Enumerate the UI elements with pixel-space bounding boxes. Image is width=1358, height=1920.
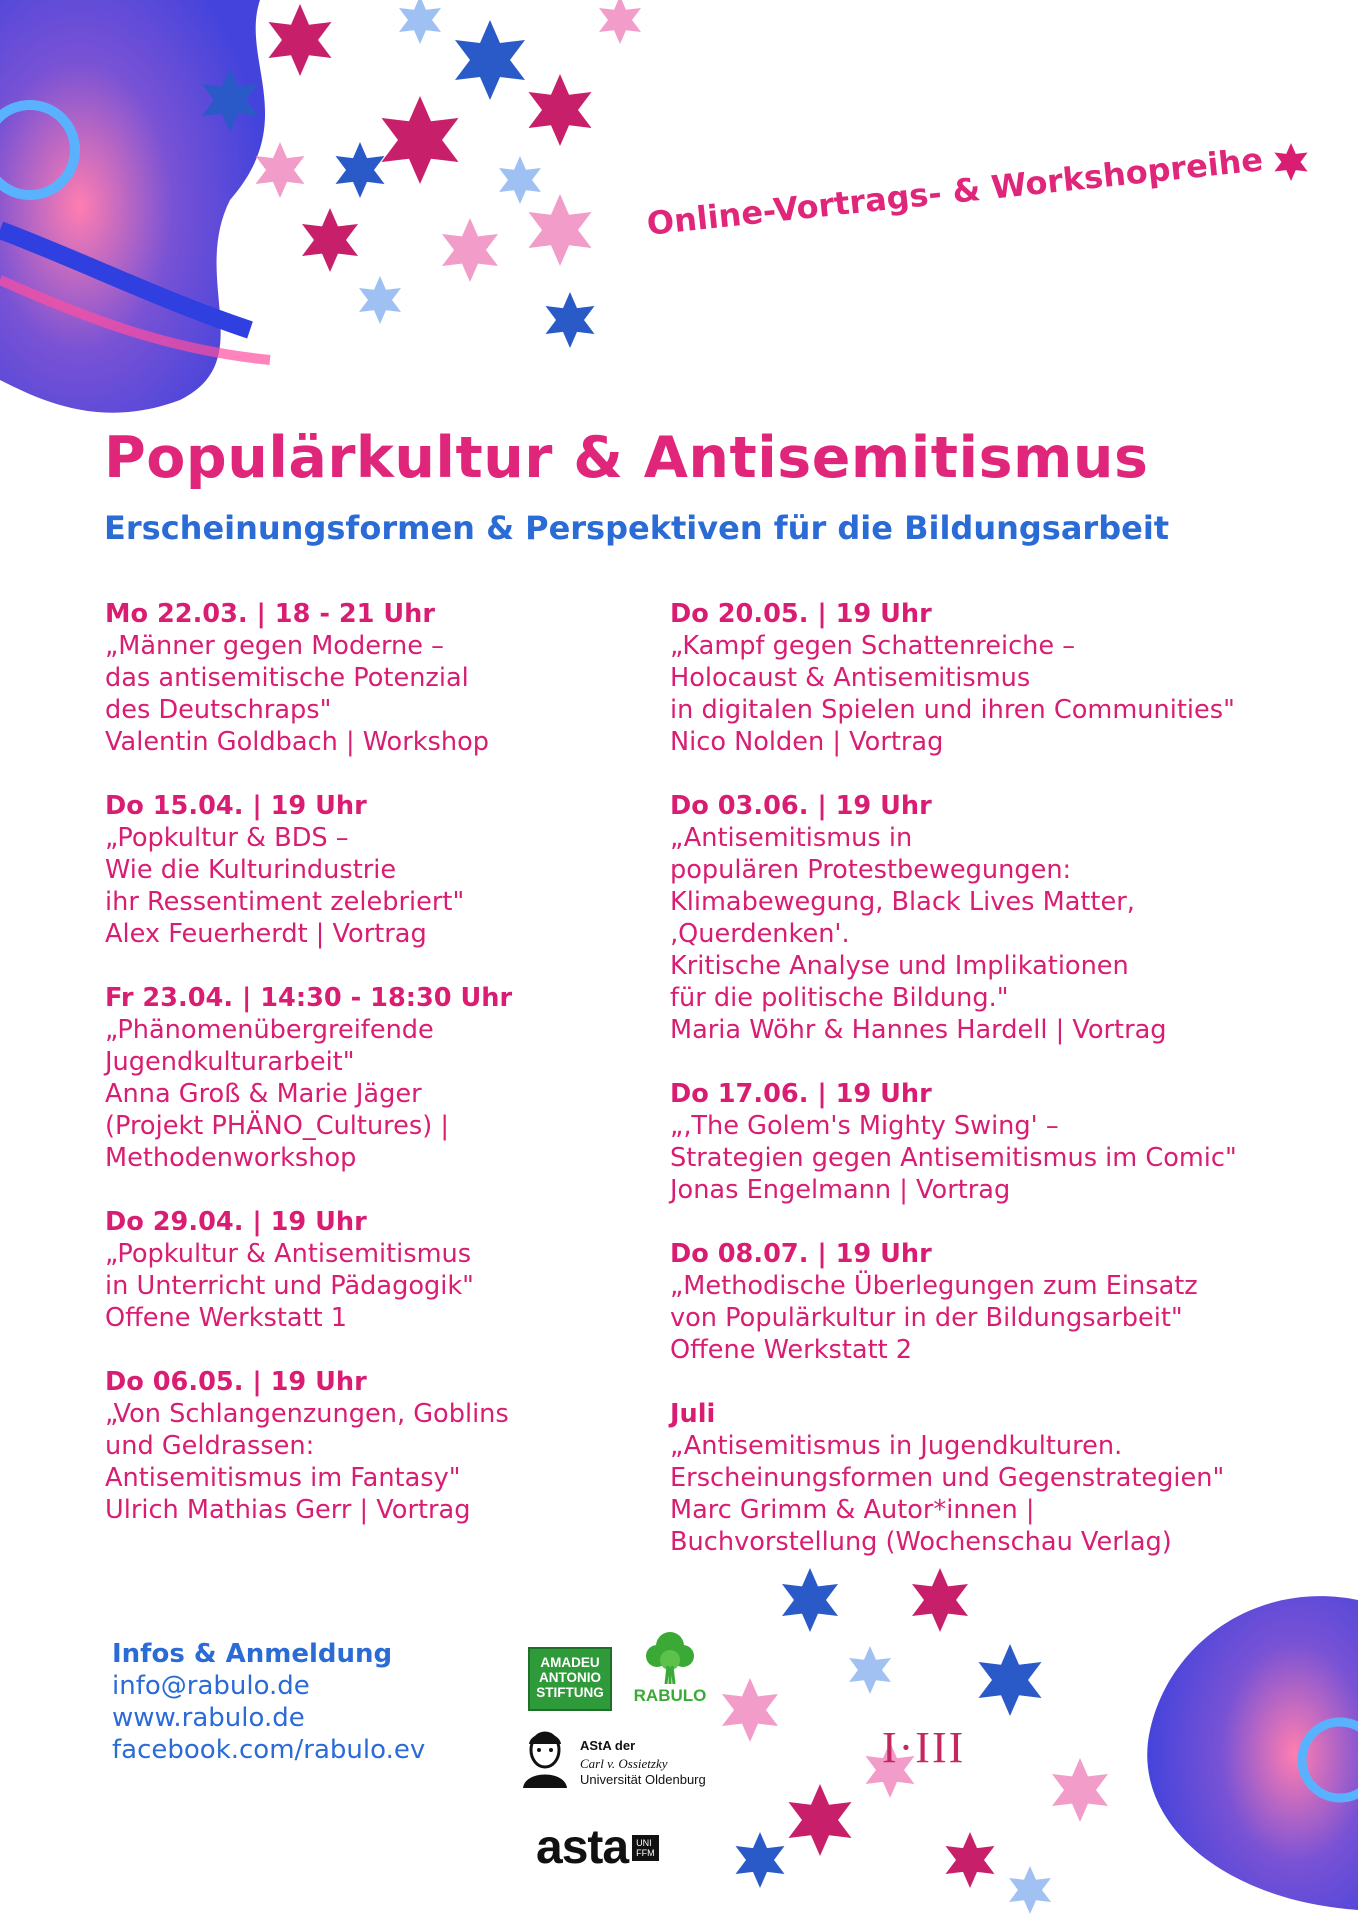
asta-ffm-logo [536, 1820, 659, 1874]
event-text-line: des Deutschraps" [105, 695, 332, 725]
event-text-line: Antisemitismus im Fantasy" [105, 1463, 461, 1493]
event-date: Do 06.05. | 19 Uhr [105, 1367, 367, 1397]
contact-heading: Infos & Anmeldung [112, 1639, 393, 1669]
event-item [105, 598, 705, 758]
event-text-line: ‚Querdenken'. [670, 919, 850, 949]
contact-website-link[interactable]: www.rabulo.de [112, 1703, 305, 1733]
event-text-line: Offene Werkstatt 1 [105, 1303, 348, 1333]
event-text-line: von Populärkultur in der Bildungsarbeit" [670, 1303, 1183, 1333]
logo-text: STIFTUNG [536, 1685, 604, 1700]
asta-oldenburg-logo [515, 1726, 725, 1796]
event-item [105, 790, 705, 950]
event-text-line: Valentin Goldbach | Workshop [105, 727, 490, 757]
logo-signature: Carl v. Ossietzky [580, 1756, 668, 1771]
logo-text: AMADEU [540, 1655, 600, 1670]
tree-icon [640, 1628, 700, 1686]
event-text-line: Marc Grimm & Autor*innen | [670, 1495, 1035, 1525]
event-text-line: „Von Schlangenzungen, Goblins [105, 1399, 509, 1429]
event-text-line: Kritische Analyse und Implikationen [670, 951, 1129, 981]
event-item [670, 598, 1330, 758]
contact-email-link[interactable]: info@rabulo.de [112, 1671, 310, 1701]
page-title: Populärkultur & Antisemitismus [104, 425, 1149, 491]
logo-text: Universität Oldenburg [580, 1772, 706, 1787]
event-text-line: „Kampf gegen Schattenreiche – [670, 631, 1076, 661]
event-text-line: Wie die Kulturindustrie [105, 855, 397, 885]
portrait-icon [515, 1726, 575, 1788]
event-item [670, 1078, 1330, 1206]
event-text-line: Jonas Engelmann | Vortrag [670, 1175, 1011, 1205]
events-right-column [670, 598, 1330, 1590]
amadeu-antonio-logo [528, 1647, 612, 1711]
event-text-line: populären Protestbewegungen: [670, 855, 1072, 885]
event-date: Juli [670, 1399, 716, 1429]
event-text-line: „Antisemitismus in [670, 823, 913, 853]
event-text-line: für die politische Bildung." [670, 983, 1009, 1013]
event-date: Do 15.04. | 19 Uhr [105, 791, 367, 821]
event-text-line: Methodenworkshop [105, 1143, 357, 1173]
event-date: Do 17.06. | 19 Uhr [670, 1079, 932, 1109]
logo-text: UNI [636, 1837, 652, 1848]
event-item [670, 1398, 1330, 1558]
event-text-line: „‚The Golem's Mighty Swing' – [670, 1111, 1059, 1141]
event-date: Do 03.06. | 19 Uhr [670, 791, 932, 821]
event-text-line: Strategien gegen Antisemitismus im Comic" [670, 1143, 1237, 1173]
logo-text: ANTONIO [538, 1670, 601, 1685]
event-date: Do 29.04. | 19 Uhr [105, 1207, 367, 1237]
event-text-line: Nico Nolden | Vortrag [670, 727, 944, 757]
logo-text: AStA der [580, 1738, 636, 1753]
event-date: Do 08.07. | 19 Uhr [670, 1239, 932, 1269]
events-left-column [105, 598, 705, 1558]
event-text-line: Klimabewegung, Black Lives Matter, [670, 887, 1135, 917]
event-text-line: „Popkultur & BDS – [105, 823, 349, 853]
rabulo-logo [630, 1628, 710, 1714]
event-date: Mo 22.03. | 18 - 21 Uhr [105, 599, 436, 629]
event-text-line: „Männer gegen Moderne – [105, 631, 444, 661]
event-text-line: Anna Groß & Marie Jäger [105, 1079, 422, 1109]
event-text-line: „Phänomenübergreifende [105, 1015, 434, 1045]
event-text-line: „Antisemitismus in Jugendkulturen. [670, 1431, 1123, 1461]
event-text-line: „Popkultur & Antisemitismus [105, 1239, 472, 1269]
event-text-line: Offene Werkstatt 2 [670, 1335, 913, 1365]
event-text-line: in Unterricht und Pädagogik" [105, 1271, 474, 1301]
event-item [105, 982, 705, 1174]
event-text-line: (Projekt PHÄNO_Cultures) | [105, 1111, 449, 1141]
footer-artwork [700, 1560, 1358, 1920]
rabulo-logo-text: RABULO [633, 1686, 707, 1705]
event-text-line: Ulrich Mathias Gerr | Vortrag [105, 1495, 471, 1525]
event-item [105, 1366, 705, 1526]
event-text-line: ihr Ressentiment zelebriert" [105, 887, 465, 917]
page-subtitle: Erscheinungsformen & Perspektiven für die Bildungsarbeit [104, 509, 1170, 547]
event-date: Fr 23.04. | 14:30 - 18:30 Uhr [105, 983, 513, 1013]
header-artwork [0, 0, 660, 420]
event-text-line: „Methodische Überlegungen zum Einsatz [670, 1271, 1198, 1301]
series-tagline: Online-Vortrags- & Workshopreihe [645, 140, 1265, 243]
contact-facebook-link[interactable]: facebook.com/rabulo.ev [112, 1735, 426, 1765]
event-text-line: Jugendkulturarbeit" [105, 1047, 355, 1077]
contact-info [112, 1638, 425, 1766]
event-text-line: in digitalen Spielen und ihren Communities" [670, 695, 1235, 725]
event-item [105, 1206, 705, 1334]
art-signature: I·III [882, 1723, 966, 1772]
logo-badge [632, 1835, 659, 1861]
logo-text: FFM [636, 1847, 655, 1858]
logo-text: asta [536, 1821, 629, 1874]
event-item [670, 1238, 1330, 1366]
event-text-line: Erscheinungsformen und Gegenstrategien" [670, 1463, 1225, 1493]
event-text-line: das antisemitische Potenzial [105, 663, 469, 693]
event-item [670, 790, 1330, 1046]
event-text-line: Alex Feuerherdt | Vortrag [105, 919, 427, 949]
event-text-line: Buchvorstellung (Wochenschau Verlag) [670, 1527, 1172, 1557]
event-date: Do 20.05. | 19 Uhr [670, 599, 932, 629]
event-text-line: und Geldrassen: [105, 1431, 315, 1461]
star-icon [1272, 143, 1310, 181]
event-text-line: Maria Wöhr & Hannes Hardell | Vortrag [670, 1015, 1167, 1045]
event-text-line: Holocaust & Antisemitismus [670, 663, 1031, 693]
